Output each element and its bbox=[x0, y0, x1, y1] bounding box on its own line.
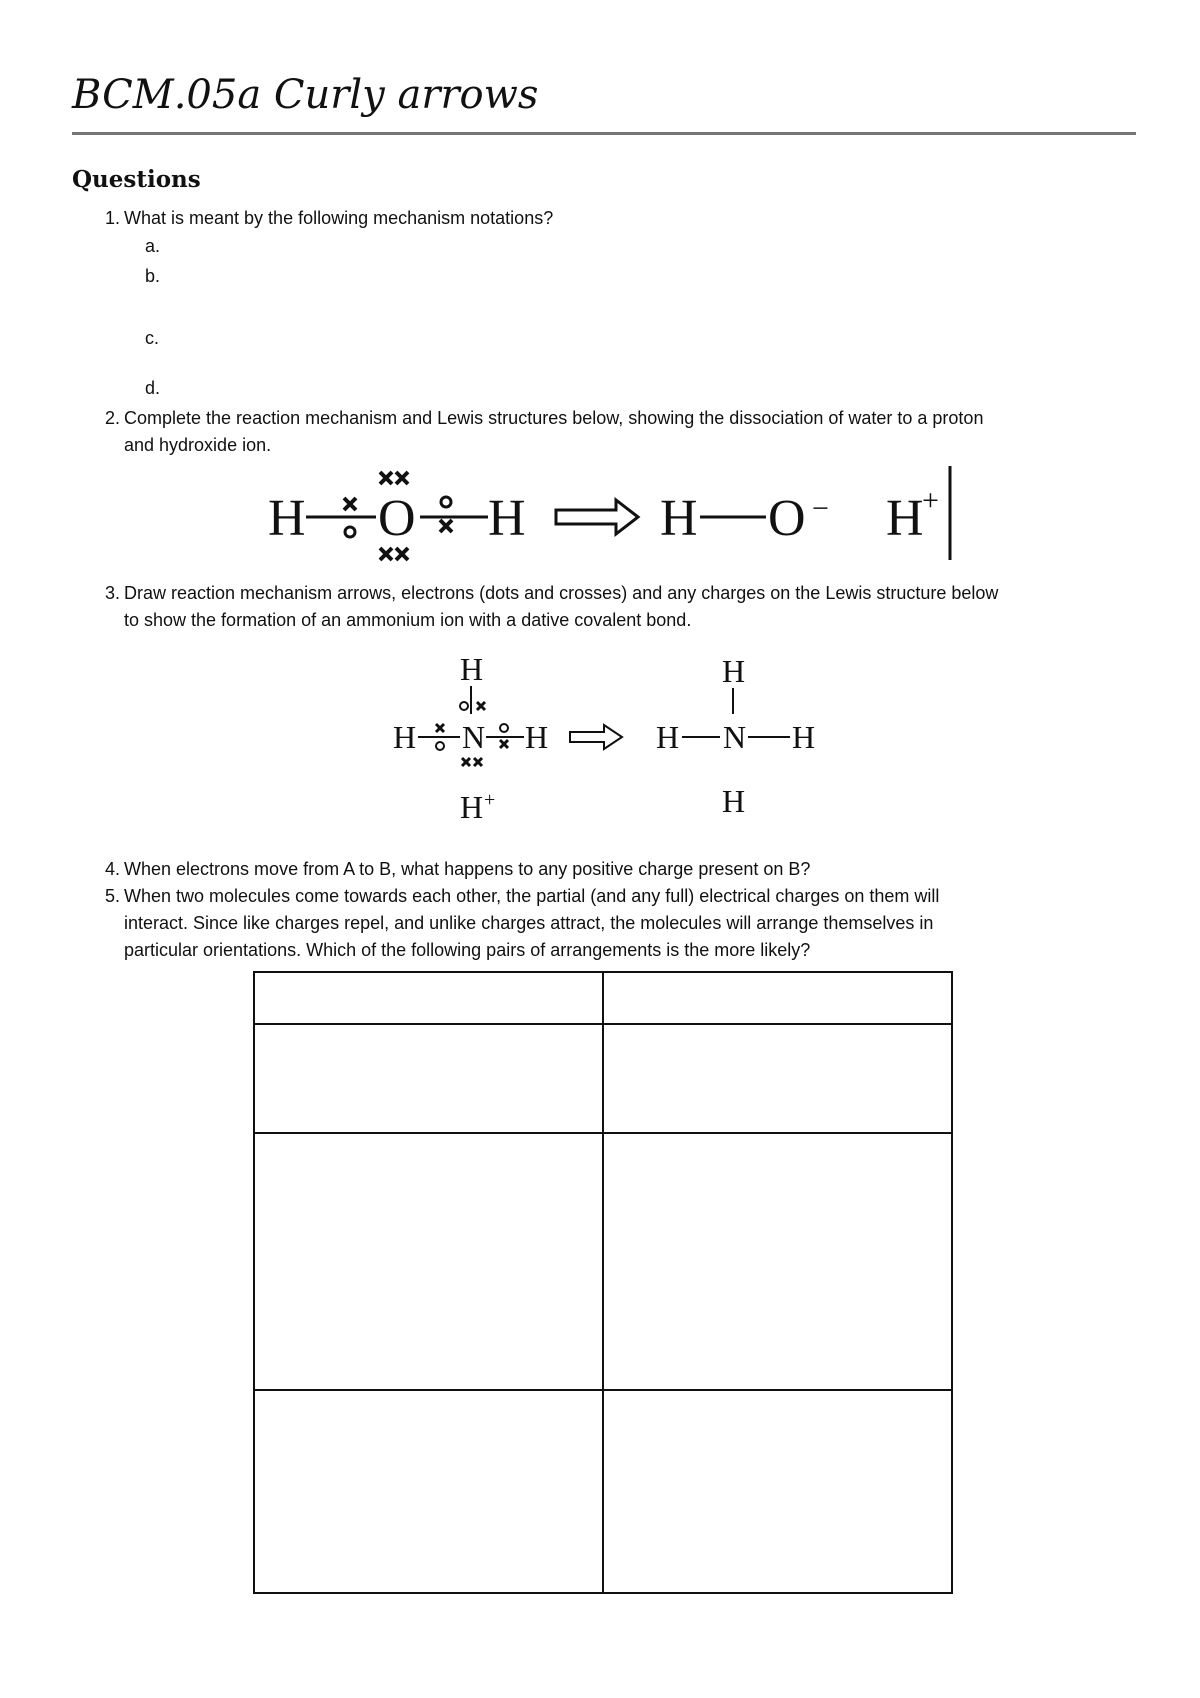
reaction-arrow-icon bbox=[556, 500, 638, 534]
water-o: O bbox=[378, 490, 416, 547]
page-title: BCM.05a Curly arrows bbox=[72, 72, 539, 118]
hydroxide-h: H bbox=[660, 490, 698, 547]
table-cell bbox=[603, 1024, 952, 1133]
question-2 bbox=[92, 405, 1152, 459]
question-4 bbox=[92, 856, 1152, 883]
section-heading: Questions bbox=[72, 166, 201, 193]
question-text-line-2: and hydroxide ion. bbox=[124, 435, 272, 455]
hydroxide-o: O bbox=[768, 490, 806, 547]
q1-part-c: c. bbox=[145, 328, 160, 348]
table-row bbox=[254, 1024, 952, 1133]
question-text-line-1: Draw reaction mechanism arrows, electrons (dots and crosses) and any charges on the Lewis structure below bbox=[124, 583, 999, 603]
q1-part-d: d. bbox=[145, 378, 161, 398]
hydroxide-charge: − bbox=[812, 492, 829, 525]
ammonia-h-top: H bbox=[460, 651, 484, 687]
question-text-line-1: When two molecules come towards each other, the partial (and any full) electrical charges on them will bbox=[124, 886, 940, 906]
table-cell bbox=[254, 1133, 603, 1390]
ammonia-n: N bbox=[462, 719, 486, 755]
question-number: 1. bbox=[104, 208, 120, 228]
ammonium-h-top: H bbox=[722, 653, 746, 689]
proton-charge: + bbox=[484, 789, 496, 811]
proton-h: H bbox=[460, 789, 484, 825]
question-number: 4. bbox=[104, 859, 120, 879]
question-text-line-2: to show the formation of an ammonium ion with a dative covalent bond. bbox=[124, 610, 692, 630]
arrangements-table bbox=[253, 971, 953, 1594]
water-h-right: H bbox=[488, 490, 526, 547]
question-3 bbox=[92, 580, 1152, 634]
question-1 bbox=[92, 205, 1152, 232]
question-number: 2. bbox=[104, 408, 120, 428]
table-row bbox=[254, 1390, 952, 1593]
ammonium-formation-diagram bbox=[0, 640, 1200, 840]
water-dissociation-diagram bbox=[0, 460, 1200, 570]
title-divider bbox=[72, 132, 1136, 135]
table-cell bbox=[603, 1390, 952, 1593]
ammonium-n: N bbox=[723, 719, 747, 755]
ammonia-h-left: H bbox=[393, 719, 417, 755]
water-h-left: H bbox=[268, 490, 306, 547]
ammonium-h-bottom: H bbox=[722, 783, 746, 819]
question-text-line-3: particular orientations. Which of the following pairs of arrangements is the more likely? bbox=[124, 940, 811, 960]
reaction-arrow-icon bbox=[570, 725, 622, 749]
ammonium-h-right: H bbox=[792, 719, 816, 755]
table-cell bbox=[603, 1133, 952, 1390]
q1-part-a: a. bbox=[145, 236, 161, 256]
table-cell bbox=[254, 1390, 603, 1593]
question-text: What is meant by the following mechanism notations? bbox=[124, 208, 554, 228]
question-text-line-1: Complete the reaction mechanism and Lewis structures below, showing the dissociation of water to a proton bbox=[124, 408, 984, 428]
question-text-line-2: interact. Since like charges repel, and unlike charges attract, the molecules will arrange themselves in bbox=[124, 913, 934, 933]
proton-h: H bbox=[886, 490, 924, 547]
table-row bbox=[254, 1133, 952, 1390]
q1-part-b: b. bbox=[145, 266, 161, 286]
question-text: When electrons move from A to B, what happens to any positive charge present on B? bbox=[124, 859, 811, 879]
ammonia-h-right: H bbox=[525, 719, 549, 755]
question-number: 3. bbox=[104, 583, 120, 603]
question-number: 5. bbox=[104, 886, 120, 906]
table-cell bbox=[254, 972, 603, 1024]
proton-charge: + bbox=[922, 484, 939, 517]
table-row bbox=[254, 972, 952, 1024]
table-cell bbox=[254, 1024, 603, 1133]
ammonium-h-left: H bbox=[656, 719, 680, 755]
table-cell bbox=[603, 972, 952, 1024]
question-5 bbox=[92, 883, 1152, 964]
